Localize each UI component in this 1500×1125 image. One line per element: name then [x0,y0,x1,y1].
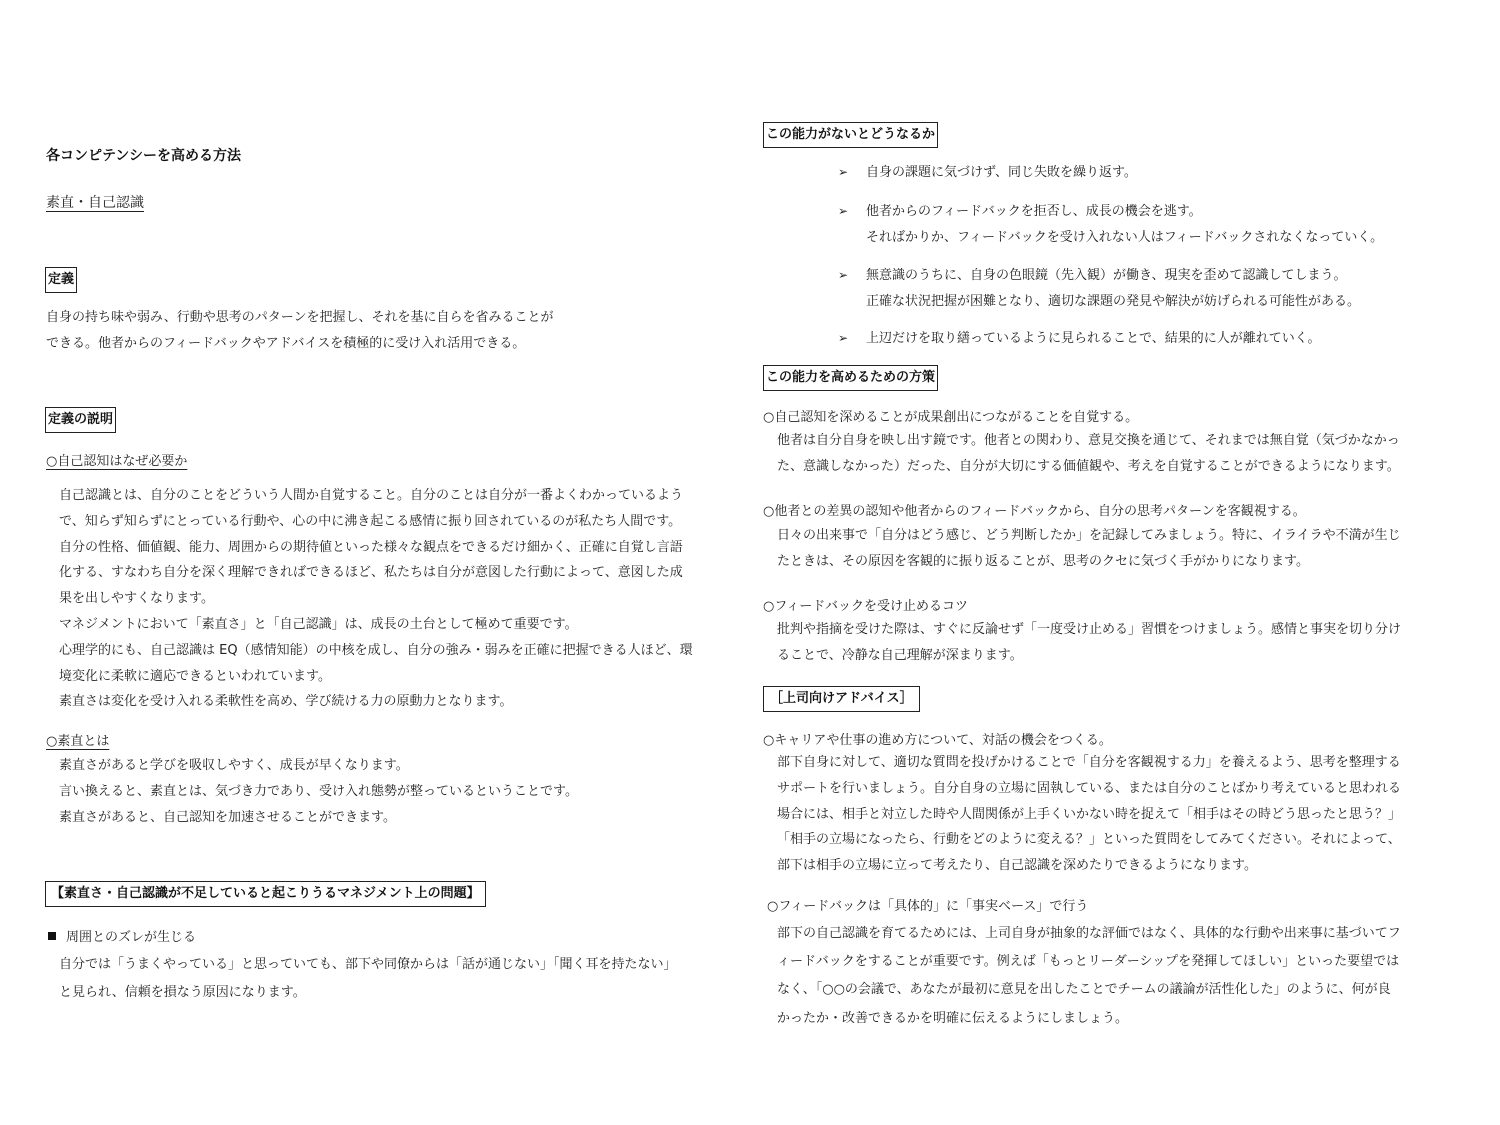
advice-line: 部下は相手の立場に立って考えたり、自己認識を深めたりできるようになります。 [777,858,1257,874]
measure-heading: ○他者との差異の認知や他者からのフィードバックから、自分の思考パターンを客観視する。 [763,504,1306,519]
arrow-bullet-icon: ➢ [838,204,849,218]
lacking-line: 他者からのフィードバックを拒否し、成長の機会を逃す。 [866,204,1202,219]
measure-heading: ○フィードバックを受け止めるコツ [763,599,969,614]
measure-line: たときは、その原因を客観的に振り返ることが、思考のクセに気づく手がかりになります。 [777,553,1309,569]
why-line: 心理学的にも、自己認識は EQ（感情知能）の中核を成し、自分の強み・弱みを正確に把握できる人ほど、環 [59,642,693,658]
lacking-line: そればかりか、フィードバックを受け入れない人はフィードバックされなくなっていく。 [866,229,1384,245]
arrow-bullet-icon: ➢ [838,165,849,179]
advice-line: 部下の自己認識を育てるためには、上司自身が抽象的な評価ではなく、具体的な行動や出来事に基づいてフ [777,926,1401,941]
problem-text [59,951,677,1007]
lacking-line: 無意識のうちに、自身の色眼鏡（先入観）が働き、現実を歪めて認識してしまう。 [866,268,1347,283]
advice-line: 「相手の立場になったら、行動をどのように変える？」といった質問をしてみてください。それによって、 [777,832,1401,848]
square-bullet-icon [48,932,56,940]
lacking-line: 正確な状況把握が困難となり、適切な課題の発見や解決が妨げられる可能性がある。 [866,293,1361,309]
lacking-item [866,263,1360,315]
problem-line: 自分では「うまくやっている」と思っていても、部下や同僚からは「話が通じない」「聞く耳を持たない」 [59,957,677,972]
advice-label: ［上司向けアドバイス］ [763,686,920,712]
lacking-item [866,326,1320,352]
measure-line: 日々の出来事で「自分はどう感じ、どう判断したか」を記録してみましょう。特に、イライラや不満が生じ [777,528,1401,543]
measure-line: 他者は自分自身を映し出す鏡です。他者との関わり、意見交換を通じて、それまでは無自覚（気づかなかっ [777,433,1400,448]
problem-line: と見られ、信頼を損なう原因になります。 [59,985,306,1000]
problem-item [48,926,196,945]
advice-line: サポートを行いましょう。自分自身の立場に固執している、または自分のことばかり考えていると思われる [777,780,1402,796]
definition-text [46,305,554,357]
why-line: 自分の性格、価値観、能力、周囲からの期待値といった様々な観点をできるだけ細かく、正確に自覚し言語 [59,539,683,555]
measure-text [777,617,1401,669]
advice-text [777,750,1401,879]
advice-heading: ○フィードバックは「具体的」に「事実ベース」で行う [767,899,1089,914]
advice-line: 部下自身に対して、適切な質問を投げかけることで「自分を客観視する力」を養えるよう、思考を整理する [777,755,1401,770]
lacking-item [866,199,1383,251]
problem-label: 【素直さ・自己認識が不足していると起こりうるマネジメント上の問題】 [45,881,486,907]
arrow-bullet-icon: ➢ [838,331,849,345]
sunao-heading: ○素直とは [46,734,110,749]
why-text [59,483,693,715]
measure-line: 批判や指摘を受けた際は、すぐに反論せず「一度受け止める」習慣をつけましょう。感情と事実を切り分け [777,622,1402,637]
advice-text [777,920,1401,1033]
arrow-bullet-icon: ➢ [838,268,849,282]
definition-line: 自身の持ち味や弱み、行動や思考のパターンを把握し、それを基に自らを省みることが [46,310,554,325]
problem-item-label: 周囲とのズレが生じる [66,930,197,945]
measures-label: この能力を高めるための方策 [763,365,938,391]
advice-line: ィードバックをすることが重要です。例えば「もっとリーダーシップを発揮してほしい」といった要望では [777,954,1400,970]
sunao-text [59,753,578,830]
why-line: 自己認識とは、自分のことをどういう人間か自覚すること。自分のことは自分が一番よくわかっているよう [59,488,684,503]
why-line: 果を出しやすくなります。 [59,591,214,607]
sunao-line: 素直さがあると、自己認知を加速させることができます。 [59,809,396,825]
advice-heading: ○キャリアや仕事の進め方について、対話の機会をつくる。 [763,733,1112,748]
explanation-label: 定義の説明 [45,407,116,433]
why-line: 境変化に柔軟に適応できるといわれています。 [59,668,331,684]
advice-line: かったか・改善できるかを明確に伝えるようにしましょう。 [777,1010,1129,1026]
why-line: 化する、すなわち自分を深く理解できればできるほど、私たちは自分が意図した行動によって、意図した成 [59,565,683,581]
measure-heading: ○自己認知を深めることが成果創出につながることを自覚する。 [763,410,1139,425]
why-heading: ○自己認知はなぜ必要か [46,454,188,469]
measure-text [777,428,1400,480]
lacking-label: この能力がないとどうなるか [763,122,938,148]
section-subtitle: 素直・自己認識 [46,195,144,211]
advice-line: なく、「○○の会議で、あなたが最初に意見を出したことでチームの議論が活性化した」のように、何が良 [777,982,1391,998]
page-title: 各コンピテンシーを高める方法 [46,148,241,164]
measure-text [777,523,1401,575]
sunao-line: 素直さがあると学びを吸収しやすく、成長が早くなります。 [59,758,409,773]
why-line: で、知らず知らずにとっている行動や、心の中に沸き起こる感情に振り回されているのが私たち人間です。 [59,513,682,529]
why-line: マネジメントにおいて「素直さ」と「自己認識」は、成長の土台として極めて重要です。 [59,616,578,632]
measure-line: ることで、冷静な自己理解が深まります。 [777,647,1023,663]
lacking-line: 上辺だけを取り繕っているように見られることで、結果的に人が離れていく。 [866,331,1321,346]
definition-label: 定義 [45,267,77,293]
advice-line: 場合には、相手と対立した時や人間関係が上手くいかない時を捉えて「相手はその時どう思ったと思う？」 [777,806,1402,822]
sunao-line: 言い換えると、素直とは、気づき力であり、受け入れ態勢が整っているということです。 [59,783,578,799]
measure-line: た、意識しなかった）だった、自分が大切にする価値観や、考えを自覚することができるようになります。 [777,458,1400,474]
why-line: 素直さは変化を受け入れる柔軟性を高め、学び続ける力の原動力となります。 [59,694,513,710]
definition-line: できる。他者からのフィードバックやアドバイスを積極的に受け入れ活用できる。 [46,335,526,351]
lacking-line: 自身の課題に気づけず、同じ失敗を繰り返す。 [866,165,1137,180]
lacking-item [866,160,1137,186]
